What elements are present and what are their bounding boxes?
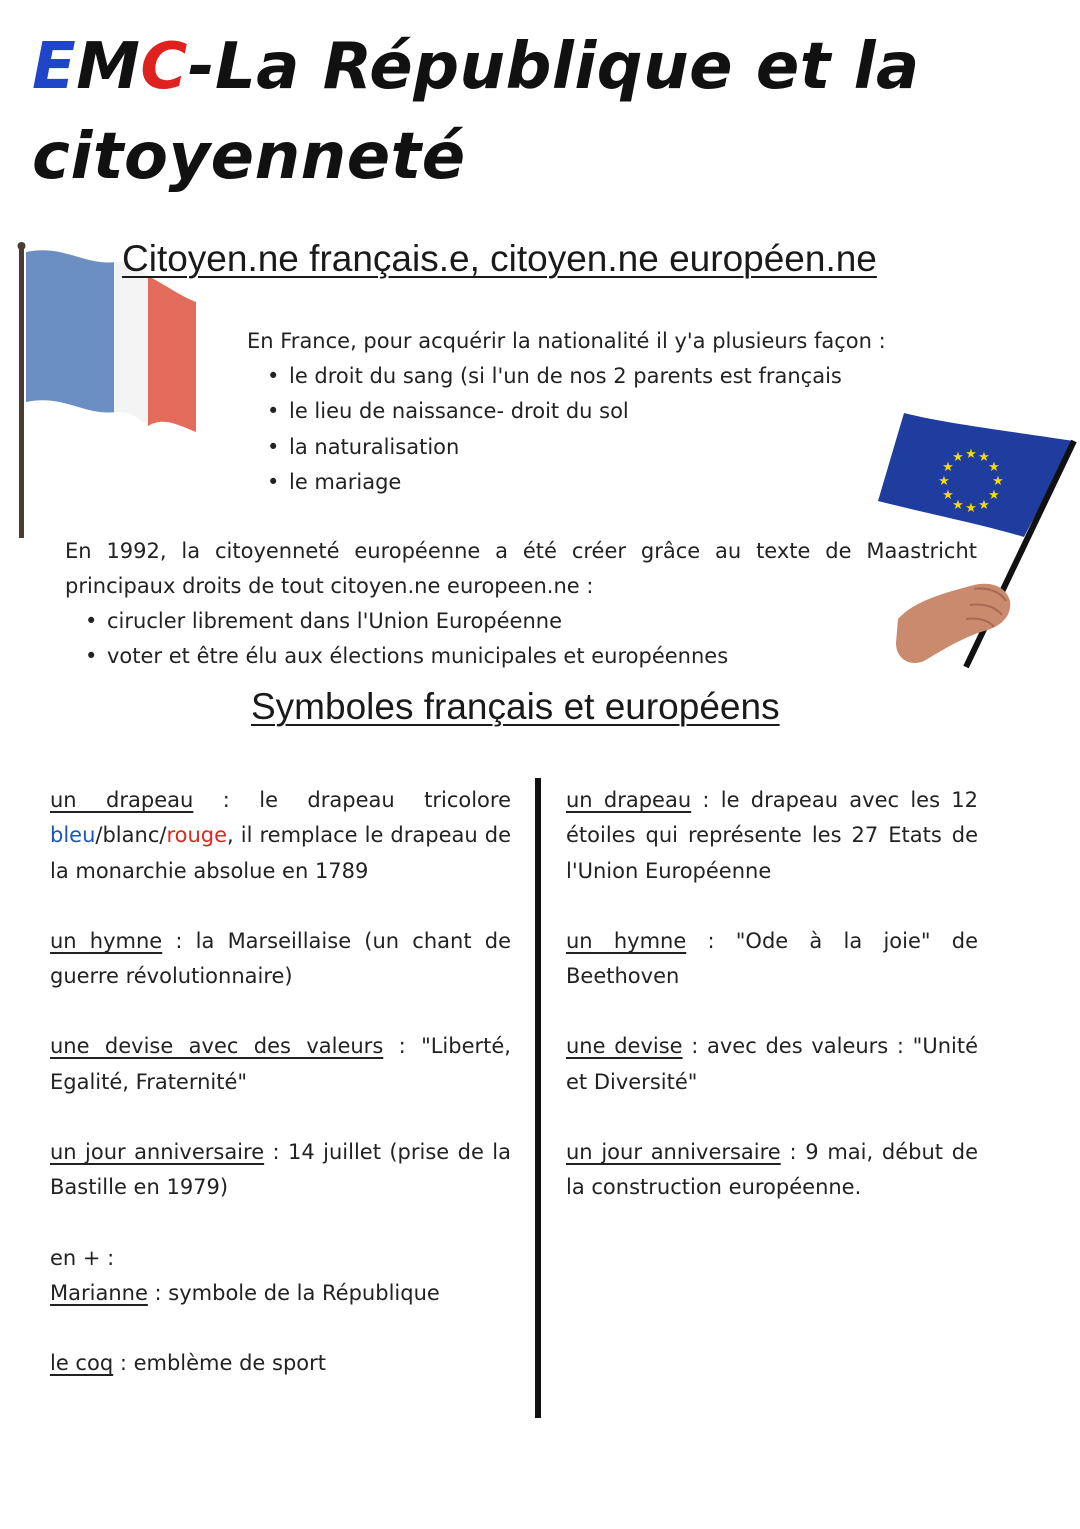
french-day-entry: un jour anniversaire : 14 juillet (prise de la Bastille en 1979) [50,1140,511,1200]
svg-text:★: ★ [952,450,964,465]
svg-text:★: ★ [992,474,1004,489]
french-flag-icon [14,240,204,540]
french-flag-entry: un drapeau : le drapeau tricolore bleu/blanc/rouge, il remplace le drapeau de la monarchie absolue en 1789 [50,788,511,883]
eu-day-entry: un jour anniversaire : 9 mai, début de la construction européenne. [566,1140,978,1200]
eu-citizenship-paragraph: En 1992, la citoyenneté européenne a été créer grâce au texte de Maastricht principaux droits de tout citoyen.ne europeen.ne : [65,539,977,599]
svg-text:★: ★ [938,474,950,489]
list-item: • le lieu de naissance- droit du sol [289,394,989,429]
nationality-intro: En France, pour acquérir la nationalité il y'a plusieurs façon : [247,329,886,353]
svg-text:★: ★ [978,450,990,465]
french-motto-entry: une devise avec des valeurs : "Liberté, Egalité, Fraternité" [50,1034,511,1094]
page-title: EMC-La République et la citoyenneté [32,30,920,194]
french-anthem-entry: un hymne : la Marseillaise (un chant de guerre révolutionnaire) [50,928,511,989]
french-symbols-column [50,783,511,1417]
list-item: • le mariage [289,465,989,500]
svg-text:★: ★ [952,498,964,513]
eu-motto-entry: une devise : avec des valeurs : "Unité et Diversité" [566,1034,978,1094]
svg-text:★: ★ [978,498,990,513]
list-item: • voter et être élu aux élections municipales et européennes [107,639,967,674]
section-heading-citizenship: Citoyen.ne français.e, citoyen.ne européen.ne [122,238,877,279]
european-symbols-column [566,783,978,1241]
coq-entry: le coq : emblème de sport [50,1351,327,1376]
section-heading-symbols: Symboles français et européens [251,686,780,727]
list-item: • le droit du sang (si l'un de nos 2 parents est français [289,359,989,394]
list-item: • cirucler librement dans l'Union Européenne [107,604,967,639]
svg-text:★: ★ [942,460,954,475]
svg-text:★: ★ [988,460,1000,475]
column-divider [535,778,541,1418]
svg-text:★: ★ [965,447,977,462]
eu-rights-list [65,604,967,675]
extra-label: en + : [50,1245,115,1270]
list-item: • la naturalisation [289,430,989,465]
eu-flag-entry: un drapeau : le drapeau avec les 12 étoiles qui représente les 27 Etats de l'Union Européenne [566,788,978,883]
svg-text:★: ★ [942,488,954,503]
svg-text:★: ★ [965,501,977,516]
marianne-entry: Marianne : symbole de la République [50,1280,440,1305]
eu-anthem-entry: un hymne : "Ode à la joie" de Beethoven [566,928,979,989]
svg-text:★: ★ [988,488,1000,503]
